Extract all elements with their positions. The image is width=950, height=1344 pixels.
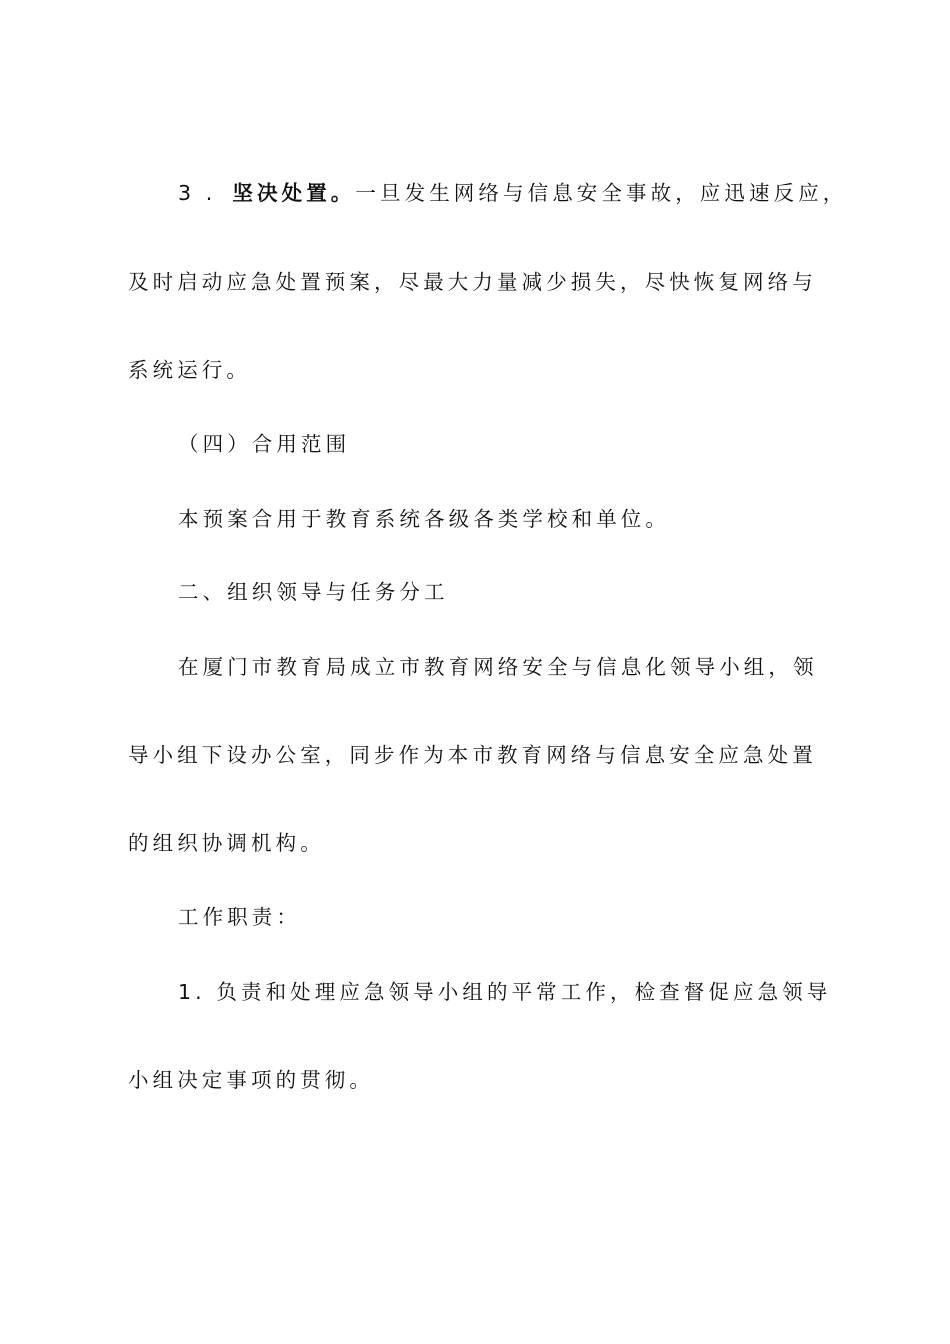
scope-text: 本预案合用于教育系统各级各类学校和单位。: [178, 507, 670, 531]
paragraph-3-text: 一旦发生网络与信息安全事故，应迅速反应，: [355, 181, 848, 205]
bold-lead: 坚决处置。: [232, 181, 356, 205]
paragraph-3-line-2: 及时启动应急处置预案，尽最大力量减少损失，尽快恢复网络与: [128, 270, 817, 294]
duty-1-line-2: 小组决定事项的贯彻。: [128, 1068, 374, 1092]
paragraph-3-line-3: 系统运行。: [128, 358, 251, 382]
org-paragraph-line-1: 在厦门市教育局成立市教育网络安全与信息化领导小组，领: [178, 655, 818, 679]
org-paragraph-line-2: 导小组下设办公室，同步作为本市教育网络与信息安全应急处置: [128, 743, 817, 767]
scope-title: （四）合用范围: [178, 432, 351, 456]
duties-title: 工作职责：: [178, 905, 301, 929]
paragraph-3-line-1: [178, 181, 847, 205]
org-paragraph-line-3: 的组织协调机构。: [128, 831, 325, 855]
section-heading: 二、组织领导与任务分工: [178, 580, 449, 604]
duty-1-line-1: 1. 负责和处理应急领导小组的平常工作，检查督促应急领导: [178, 980, 832, 1004]
item-number: 3 .: [178, 181, 217, 205]
